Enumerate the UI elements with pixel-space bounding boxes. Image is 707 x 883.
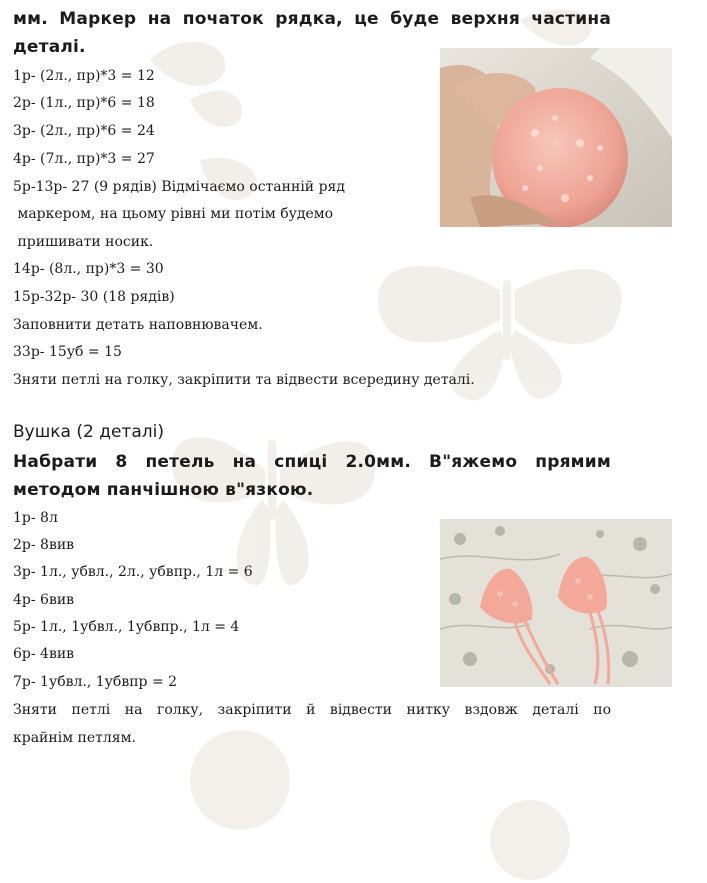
section-heading-line: деталі. [13, 37, 86, 57]
pattern-row: 7р- 1убвл., 1убвпр = 2 [13, 674, 178, 690]
pattern-row: 4р- 6вив [13, 592, 75, 608]
pattern-row: маркером, на цьому рівні ми потім будемо [13, 206, 334, 222]
pattern-row: 5р-13р- 27 (9 рядів) Відмічаємо останній ряд [13, 179, 345, 195]
pink-ball-image [440, 48, 672, 227]
knitted-ball-photo [440, 48, 672, 227]
pattern-row: 1р- (2л., пр)*3 = 12 [13, 68, 155, 84]
section-heading-line: мм. Маркер на початок рядка, це буде верхня частина [13, 9, 611, 29]
pattern-row: 4р- (7л., пр)*3 = 27 [13, 151, 155, 167]
pattern-row: Заповнити детать наповнювачем. [13, 317, 263, 333]
finish-instruction-line: Зняти петлі на голку, закріпити й відвести нитку вздовж деталі по [13, 702, 611, 718]
finish-instruction-line: крайнім петлям. [13, 730, 136, 746]
ears-intro-line: методом панчішною в"язкою. [13, 480, 314, 500]
pattern-row: 2р- 8вив [13, 537, 75, 553]
pattern-row: 6р- 4вив [13, 646, 75, 662]
pattern-row: 1р- 8л [13, 510, 58, 526]
knitted-ears-photo [440, 519, 672, 687]
pink-ears-image [440, 519, 672, 687]
ears-intro-line: Набрати 8 петель на спиці 2.0мм. В"яжемо прямим [13, 452, 611, 472]
pattern-row: 33р- 15уб = 15 [13, 344, 122, 360]
pattern-row: 14р- (8л., пр)*3 = 30 [13, 261, 164, 277]
pattern-row: 3р- (2л., пр)*6 = 24 [13, 123, 155, 139]
pattern-row: 15р-32р- 30 (18 рядів) [13, 289, 175, 305]
pattern-row: 5р- 1л., 1убвл., 1убвпр., 1л = 4 [13, 619, 240, 635]
pattern-row: Зняти петлі на голку, закріпити та відвести всередину деталі. [13, 372, 475, 388]
ears-section-title: Вушка (2 деталі) [13, 422, 164, 442]
pattern-row: 2р- (1л., пр)*6 = 18 [13, 95, 155, 111]
pattern-row: 3р- 1л., убвл., 2л., убвпр., 1л = 6 [13, 564, 253, 580]
pattern-row: пришивати носик. [13, 234, 154, 250]
